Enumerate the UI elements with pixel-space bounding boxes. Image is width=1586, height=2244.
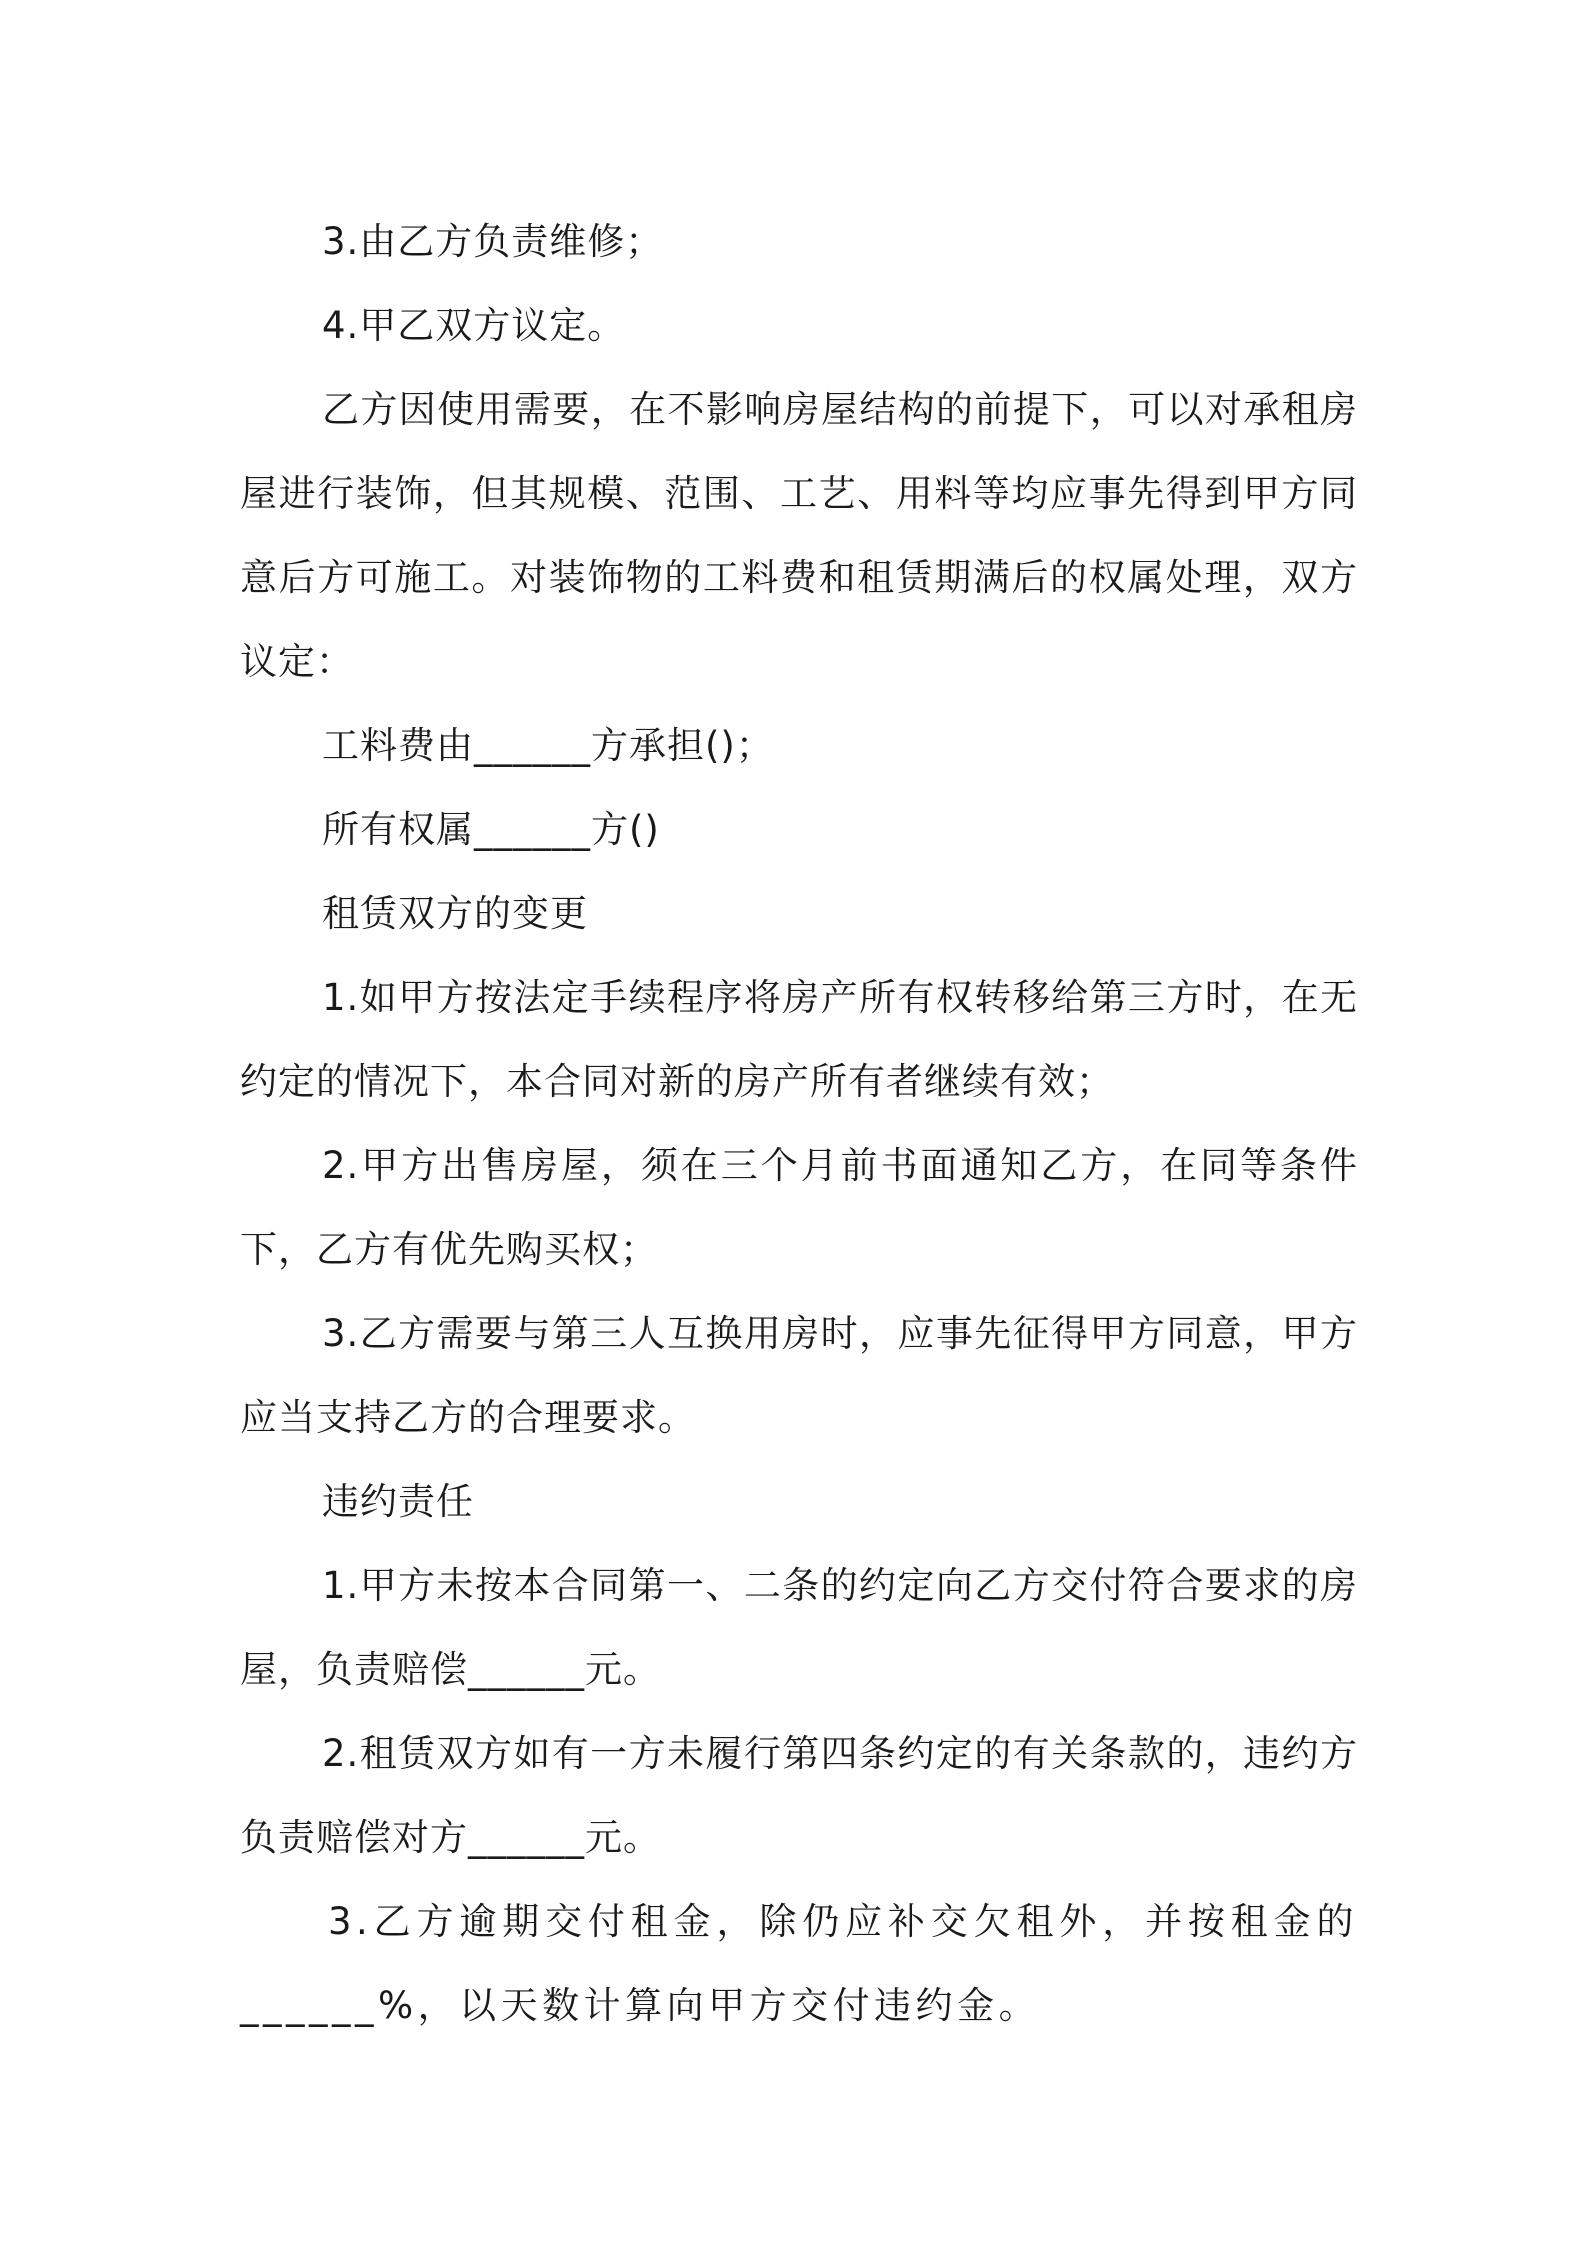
contract-body <box>240 200 1358 2048</box>
paragraph-change-clause-2: 2.甲方出售房屋，须在三个月前书面通知乙方，在同等条件下，乙方有优先购买权； <box>240 1144 1358 1271</box>
section-heading-breach-liability: 违约责任 <box>322 1480 474 1523</box>
paragraph-repair-clause-3: 3.由乙方负责维修； <box>322 220 664 263</box>
paragraph-change-clause-1: 1.如甲方按法定手续程序将房产所有权转移给第三方时，在无约定的情况下，本合同对新的房产所有者继续有效； <box>240 976 1358 1103</box>
paragraph-breach-clause-2: 2.租赁双方如有一方未履行第四条约定的有关条款的，违约方负责赔偿对方______元。 <box>240 1732 1358 1859</box>
paragraph-breach-clause-1: 1.甲方未按本合同第一、二条的约定向乙方交付符合要求的房屋，负责赔偿______元。 <box>240 1564 1358 1691</box>
paragraph-decoration: 乙方因使用需要，在不影响房屋结构的前提下，可以对承租房屋进行装饰，但其规模、范围、工艺、用料等均应事先得到甲方同意后方可施工。对装饰物的工料费和租赁期满后的权属处理，双方议定： <box>240 388 1358 683</box>
paragraph-change-clause-3: 3.乙方需要与第三人互换用房时，应事先征得甲方同意，甲方应当支持乙方的合理要求。 <box>240 1312 1358 1439</box>
paragraph-material-cost: 工料费由______方承担()； <box>322 724 774 767</box>
section-heading-party-change: 租赁双方的变更 <box>322 892 588 935</box>
paragraph-repair-clause-4: 4.甲乙双方议定。 <box>322 304 626 347</box>
paragraph-ownership: 所有权属______方() <box>322 808 660 851</box>
paragraph-breach-clause-3: 3.乙方逾期交付租金，除仍应补交欠租外，并按租金的______%，以天数计算向甲方交付违约金。 <box>240 1900 1358 2027</box>
